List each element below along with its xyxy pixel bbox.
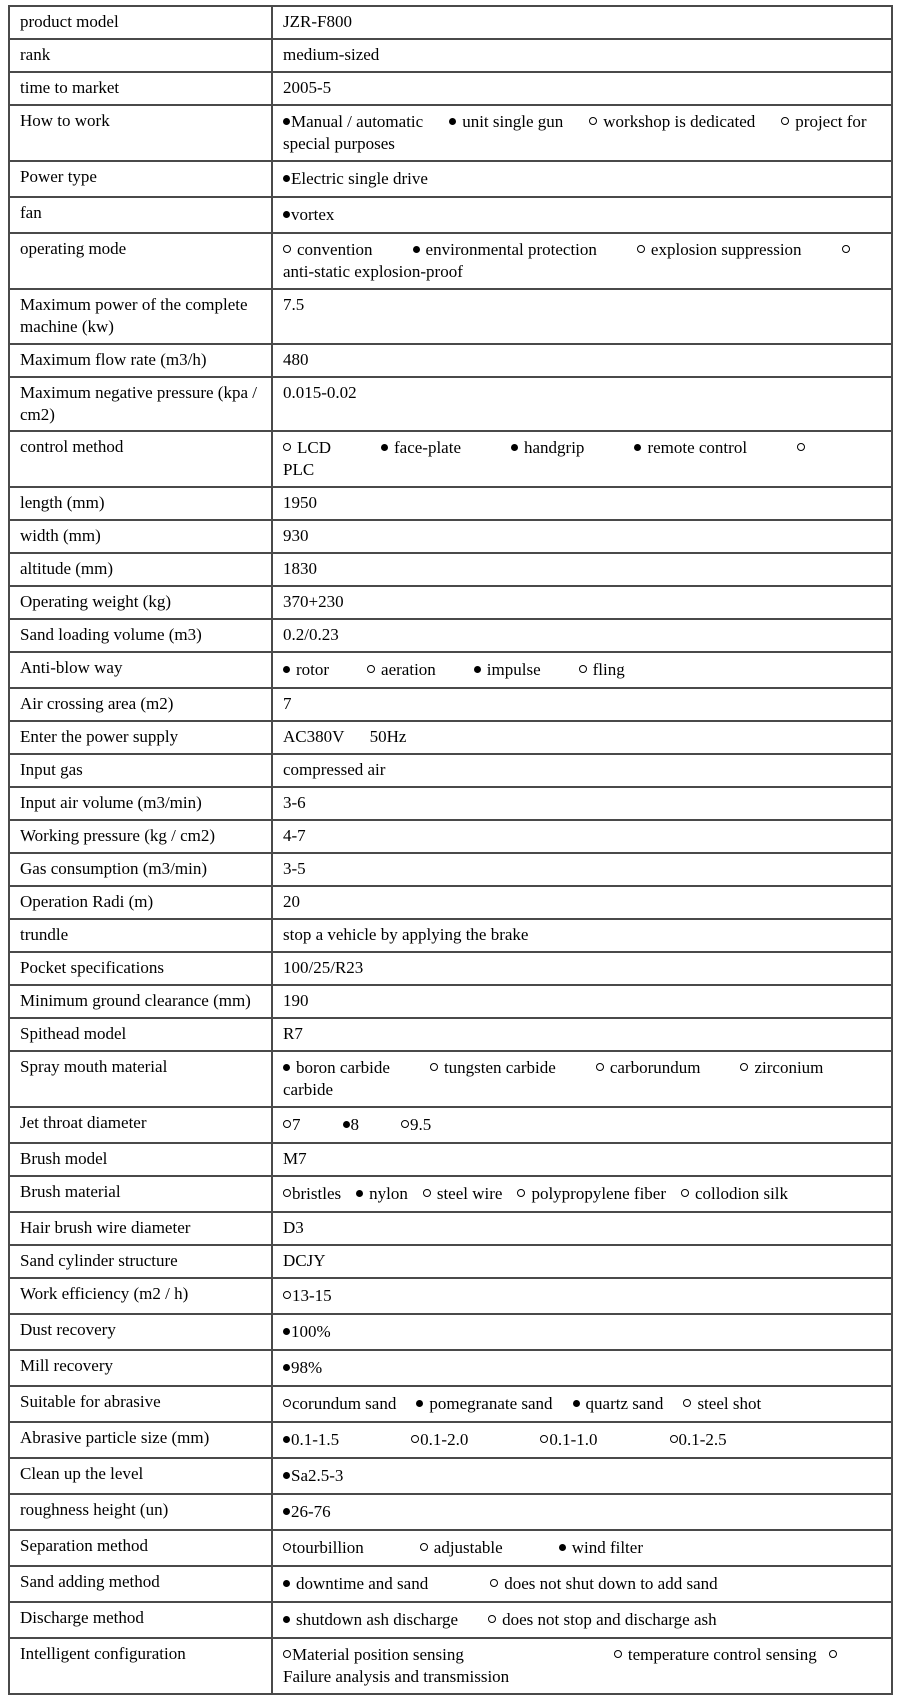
option-label: nylon	[369, 1184, 408, 1204]
spec-label: Pocket specifications	[9, 952, 272, 985]
table-row	[9, 1350, 892, 1386]
radio-empty-icon	[681, 1189, 689, 1197]
radio-empty-icon	[683, 1399, 691, 1407]
option	[490, 1574, 717, 1593]
option-label: does not stop and discharge ash	[502, 1610, 717, 1630]
option	[420, 1538, 503, 1557]
spec-label: operating mode	[9, 233, 272, 289]
option-label: Sa2.5-3	[291, 1466, 344, 1486]
spec-label: Hair brush wire diameter	[9, 1212, 272, 1245]
spec-label: altitude (mm)	[9, 553, 272, 586]
spec-label: Operating weight (kg)	[9, 586, 272, 619]
table-row	[9, 1530, 892, 1566]
spec-label: Discharge method	[9, 1602, 272, 1638]
spec-label: Spray mouth material	[9, 1051, 272, 1107]
spec-value	[272, 1051, 892, 1107]
option	[381, 438, 461, 457]
spec-table	[8, 5, 893, 1695]
option-label: Electric single drive	[291, 169, 428, 189]
spec-value: 7.5	[272, 289, 892, 343]
table-row	[9, 1386, 892, 1422]
radio-filled-icon	[283, 211, 290, 218]
option-label: anti-static explosion-proof	[283, 262, 463, 282]
option	[416, 1394, 552, 1413]
radio-empty-icon	[283, 1543, 291, 1551]
option-label: carborundum	[609, 1057, 701, 1077]
option-label: collodion silk	[695, 1184, 789, 1204]
option	[283, 240, 373, 259]
option-label: handgrip	[524, 437, 585, 457]
radio-empty-icon	[283, 1650, 291, 1658]
radio-filled-icon	[559, 1544, 566, 1551]
option-label: does not shut down to add sand	[504, 1574, 718, 1594]
option	[283, 112, 423, 131]
radio-filled-icon	[283, 1580, 290, 1587]
option	[413, 240, 597, 259]
option-label: vortex	[291, 205, 335, 225]
table-row	[9, 6, 892, 39]
spec-value: compressed air	[272, 754, 892, 787]
spec-value: DCJY	[272, 1245, 892, 1278]
spec-label: Sand cylinder structure	[9, 1245, 272, 1278]
spec-value: 4-7	[272, 820, 892, 853]
radio-empty-icon	[589, 117, 597, 125]
option	[573, 1394, 664, 1413]
table-row	[9, 431, 892, 487]
option	[579, 660, 625, 679]
option-label: adjustable	[433, 1538, 503, 1558]
spec-value	[272, 431, 892, 487]
option-label: pomegranate sand	[429, 1394, 553, 1414]
spec-value	[272, 1530, 892, 1566]
option	[559, 1538, 643, 1557]
option	[283, 1184, 341, 1203]
radio-empty-icon	[283, 245, 291, 253]
option	[283, 438, 331, 457]
spec-label: Brush material	[9, 1176, 272, 1212]
option-label: explosion suppression	[650, 240, 802, 260]
option	[283, 1394, 396, 1413]
table-row	[9, 754, 892, 787]
radio-empty-icon	[781, 117, 789, 125]
radio-filled-icon	[283, 666, 290, 673]
radio-filled-icon	[283, 1472, 290, 1479]
table-row	[9, 1176, 892, 1212]
spec-value	[272, 1458, 892, 1494]
spec-label: Operation Radi (m)	[9, 886, 272, 919]
option-label: quartz sand	[585, 1394, 664, 1414]
spec-value: AC380V 50Hz	[272, 721, 892, 754]
table-row	[9, 688, 892, 721]
table-row	[9, 39, 892, 72]
radio-empty-icon	[670, 1435, 678, 1443]
spec-label: width (mm)	[9, 520, 272, 553]
option-label: steel shot	[697, 1394, 762, 1414]
radio-filled-icon	[283, 1364, 290, 1371]
spec-value	[272, 1314, 892, 1350]
option	[283, 1645, 464, 1664]
option	[683, 1394, 761, 1413]
spec-value: 100/25/R23	[272, 952, 892, 985]
table-row	[9, 619, 892, 652]
option-label: Material position sensing	[292, 1645, 464, 1665]
spec-label: Maximum flow rate (m3/h)	[9, 344, 272, 377]
radio-empty-icon	[283, 443, 291, 451]
radio-empty-icon	[367, 665, 375, 673]
table-row	[9, 520, 892, 553]
spec-value: 3-5	[272, 853, 892, 886]
spec-value: medium-sized	[272, 39, 892, 72]
table-row	[9, 1018, 892, 1051]
radio-filled-icon	[449, 118, 456, 125]
option-label: 0.1-1.0	[549, 1430, 598, 1450]
spec-label: Sand adding method	[9, 1566, 272, 1602]
table-row	[9, 1314, 892, 1350]
spec-label: Enter the power supply	[9, 721, 272, 754]
option-label: downtime and sand	[296, 1574, 429, 1594]
option-label: 7	[292, 1115, 301, 1135]
table-row	[9, 1566, 892, 1602]
table-row	[9, 853, 892, 886]
radio-filled-icon	[511, 444, 518, 451]
table-row	[9, 1638, 892, 1694]
table-row	[9, 820, 892, 853]
spec-label: roughness height (un)	[9, 1494, 272, 1530]
option	[540, 1430, 597, 1449]
table-row	[9, 233, 892, 289]
radio-empty-icon	[490, 1579, 498, 1587]
option	[637, 240, 802, 259]
option	[283, 1502, 331, 1521]
spec-value	[272, 1638, 892, 1694]
radio-filled-icon	[381, 444, 388, 451]
option-label: polypropylene fiber	[531, 1184, 666, 1204]
spec-label: Air crossing area (m2)	[9, 688, 272, 721]
radio-filled-icon	[283, 1508, 290, 1515]
option	[589, 112, 755, 131]
radio-empty-icon	[579, 665, 587, 673]
option	[356, 1184, 408, 1203]
radio-empty-icon	[411, 1435, 419, 1443]
option	[596, 1058, 701, 1077]
table-row	[9, 1212, 892, 1245]
table-row	[9, 1494, 892, 1530]
option-label: 100%	[291, 1322, 331, 1342]
table-row	[9, 105, 892, 161]
radio-empty-icon	[283, 1399, 291, 1407]
radio-filled-icon	[343, 1121, 350, 1128]
option-label: environmental protection	[425, 240, 597, 260]
radio-filled-icon	[283, 175, 290, 182]
radio-empty-icon	[829, 1650, 837, 1658]
option	[283, 1358, 322, 1377]
spec-label: Power type	[9, 161, 272, 197]
option	[681, 1184, 788, 1203]
spec-label: control method	[9, 431, 272, 487]
spec-label: Dust recovery	[9, 1314, 272, 1350]
spec-label: rank	[9, 39, 272, 72]
option-label: Manual / automatic	[291, 112, 424, 131]
spec-label: Working pressure (kg / cm2)	[9, 820, 272, 853]
option-label: impulse	[486, 659, 541, 679]
spec-value: 0.015-0.02	[272, 377, 892, 431]
table-row	[9, 377, 892, 431]
option-label: zirconium carbide	[283, 1057, 824, 1100]
option-label: temperature control sensing	[627, 1645, 817, 1665]
spec-label: Maximum power of the complete machine (kw)	[9, 289, 272, 343]
option	[283, 1574, 428, 1593]
option-label: boron carbide	[296, 1057, 390, 1077]
option	[283, 1466, 343, 1485]
option-label: tourbillion	[292, 1538, 364, 1558]
table-row	[9, 721, 892, 754]
spec-value	[272, 1386, 892, 1422]
radio-filled-icon	[474, 666, 481, 673]
spec-label: Intelligent configuration	[9, 1638, 272, 1694]
table-row	[9, 1602, 892, 1638]
spec-value: M7	[272, 1143, 892, 1176]
spec-label: trundle	[9, 919, 272, 952]
option-label: 0.1-2.5	[678, 1430, 727, 1450]
option	[449, 112, 563, 131]
radio-empty-icon	[842, 245, 850, 253]
spec-value: 480	[272, 344, 892, 377]
option-label: 0.1-2.0	[420, 1430, 469, 1450]
spec-value	[272, 1602, 892, 1638]
option-label: Failure analysis and transmission	[283, 1667, 510, 1687]
option-label: steel wire	[436, 1184, 503, 1204]
option-label: corundum sand	[292, 1394, 397, 1414]
option	[488, 1610, 717, 1629]
option	[283, 169, 428, 188]
spec-label: Work efficiency (m2 / h)	[9, 1278, 272, 1314]
radio-filled-icon	[356, 1190, 363, 1197]
option	[367, 660, 436, 679]
table-row	[9, 1278, 892, 1314]
radio-empty-icon	[420, 1543, 428, 1551]
option	[283, 660, 329, 679]
option	[343, 1115, 360, 1134]
spec-label: Clean up the level	[9, 1458, 272, 1494]
spec-value: R7	[272, 1018, 892, 1051]
table-row	[9, 1107, 892, 1143]
spec-label: fan	[9, 197, 272, 233]
table-row	[9, 487, 892, 520]
option-label: 9.5	[410, 1115, 432, 1135]
option-label: 8	[350, 1115, 359, 1135]
table-row	[9, 1245, 892, 1278]
spec-value	[272, 1494, 892, 1530]
option-label: tungsten carbide	[443, 1057, 556, 1077]
spec-value	[272, 1566, 892, 1602]
radio-empty-icon	[637, 245, 645, 253]
table-row	[9, 1143, 892, 1176]
radio-empty-icon	[283, 1291, 291, 1299]
spec-value: 1830	[272, 553, 892, 586]
spec-value: JZR-F800	[272, 6, 892, 39]
spec-label: Sand loading volume (m3)	[9, 619, 272, 652]
radio-empty-icon	[614, 1650, 622, 1658]
option-label: shutdown ash discharge	[296, 1610, 459, 1630]
table-row	[9, 1051, 892, 1107]
spec-label: Abrasive particle size (mm)	[9, 1422, 272, 1458]
option-label: PLC	[283, 459, 315, 479]
radio-filled-icon	[413, 246, 420, 253]
spec-label: Gas consumption (m3/min)	[9, 853, 272, 886]
option-label: 13-15	[292, 1286, 332, 1306]
table-row	[9, 72, 892, 105]
table-row	[9, 289, 892, 343]
option-label: LCD	[297, 437, 331, 457]
spec-value: 7	[272, 688, 892, 721]
radio-empty-icon	[430, 1063, 438, 1071]
option	[283, 1322, 331, 1341]
spec-value	[272, 652, 892, 688]
option	[283, 1610, 458, 1629]
spec-label: How to work	[9, 105, 272, 161]
spec-value	[272, 1176, 892, 1212]
table-row	[9, 197, 892, 233]
option-label: 0.1-1.5	[291, 1430, 340, 1450]
option	[283, 1115, 301, 1134]
radio-filled-icon	[573, 1400, 580, 1407]
radio-empty-icon	[517, 1189, 525, 1197]
table-row	[9, 652, 892, 688]
option-label: project for special purposes	[283, 112, 867, 154]
spec-value	[272, 1422, 892, 1458]
option	[474, 660, 541, 679]
spec-value: D3	[272, 1212, 892, 1245]
option	[634, 438, 747, 457]
radio-filled-icon	[416, 1400, 423, 1407]
spec-value: 1950	[272, 487, 892, 520]
table-row	[9, 586, 892, 619]
spec-value	[272, 1107, 892, 1143]
spec-label: product model	[9, 6, 272, 39]
spec-value	[272, 1350, 892, 1386]
option	[517, 1184, 666, 1203]
option	[401, 1115, 431, 1134]
spec-label: Mill recovery	[9, 1350, 272, 1386]
table-row	[9, 985, 892, 1018]
spec-label: Maximum negative pressure (kpa / cm2)	[9, 377, 272, 431]
table-row	[9, 952, 892, 985]
option-label: unit single gun	[462, 112, 564, 131]
spec-label: Input air volume (m3/min)	[9, 787, 272, 820]
spec-value: 2005-5	[272, 72, 892, 105]
spec-value: stop a vehicle by applying the brake	[272, 919, 892, 952]
option	[423, 1184, 503, 1203]
table-row	[9, 1458, 892, 1494]
radio-filled-icon	[634, 444, 641, 451]
spec-label: Input gas	[9, 754, 272, 787]
radio-filled-icon	[283, 1064, 290, 1071]
radio-empty-icon	[740, 1063, 748, 1071]
spec-value: 3-6	[272, 787, 892, 820]
spec-label: time to market	[9, 72, 272, 105]
option-label: workshop is dedicated	[603, 112, 756, 131]
option	[283, 1538, 364, 1557]
option	[511, 438, 584, 457]
option	[430, 1058, 556, 1077]
radio-filled-icon	[283, 1616, 290, 1623]
spec-label: Spithead model	[9, 1018, 272, 1051]
spec-table-body	[9, 6, 892, 1694]
spec-value	[272, 1278, 892, 1314]
option-label: face-plate	[394, 437, 461, 457]
spec-value: 190	[272, 985, 892, 1018]
radio-filled-icon	[283, 1328, 290, 1335]
spec-value: 370+230	[272, 586, 892, 619]
option-label: bristles	[292, 1184, 342, 1204]
radio-empty-icon	[423, 1189, 431, 1197]
spec-label: Separation method	[9, 1530, 272, 1566]
radio-filled-icon	[283, 118, 290, 125]
option-label: rotor	[296, 659, 330, 679]
spec-value	[272, 161, 892, 197]
option	[283, 205, 334, 224]
option	[614, 1645, 817, 1664]
radio-empty-icon	[283, 1120, 291, 1128]
spec-value	[272, 197, 892, 233]
spec-value	[272, 105, 892, 161]
option-label: 26-76	[291, 1502, 331, 1522]
spec-value: 0.2/0.23	[272, 619, 892, 652]
option	[283, 1286, 332, 1305]
radio-filled-icon	[283, 1436, 290, 1443]
option-label: remote control	[647, 437, 748, 457]
spec-label: length (mm)	[9, 487, 272, 520]
option-label: aeration	[381, 659, 436, 679]
spec-label: Jet throat diameter	[9, 1107, 272, 1143]
spec-label: Brush model	[9, 1143, 272, 1176]
spec-value	[272, 233, 892, 289]
spec-value: 930	[272, 520, 892, 553]
spec-label: Minimum ground clearance (mm)	[9, 985, 272, 1018]
spec-label: Anti-blow way	[9, 652, 272, 688]
radio-empty-icon	[401, 1120, 409, 1128]
option	[283, 1058, 390, 1077]
radio-empty-icon	[488, 1615, 496, 1623]
option	[670, 1430, 727, 1449]
option	[283, 1430, 339, 1449]
radio-empty-icon	[797, 443, 805, 451]
table-row	[9, 344, 892, 377]
spec-value: 20	[272, 886, 892, 919]
radio-empty-icon	[540, 1435, 548, 1443]
spec-label: Suitable for abrasive	[9, 1386, 272, 1422]
radio-empty-icon	[596, 1063, 604, 1071]
table-row	[9, 919, 892, 952]
table-row	[9, 787, 892, 820]
table-row	[9, 161, 892, 197]
option-label: convention	[297, 240, 373, 260]
table-row	[9, 1422, 892, 1458]
radio-empty-icon	[283, 1189, 291, 1197]
table-row	[9, 886, 892, 919]
table-row	[9, 553, 892, 586]
option-label: 98%	[291, 1358, 323, 1378]
option-label: wind filter	[571, 1538, 643, 1558]
option	[411, 1430, 468, 1449]
option-label: fling	[592, 659, 625, 679]
